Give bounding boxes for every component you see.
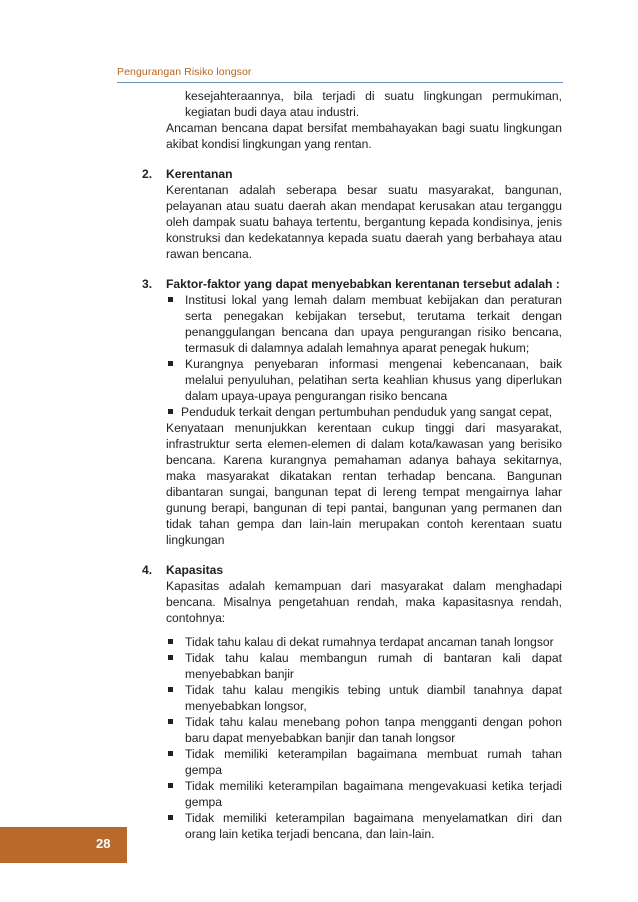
list-item [166,682,562,714]
section-number: 4. [142,563,153,577]
list-item-text: Kurangnya penyebaran informasi mengenai kebencanaan, baik melalui penyuluhan, pelatihan serta keahlian khusus yang diperlukan dalam upaya-upaya pengurangan risiko bencana [185,357,562,403]
list-item-text: Tidak tahu kalau di dekat rumahnya terdapat ancaman tanah longsor [185,635,554,649]
section-kapasitas [142,562,562,842]
list-item-text: Tidak memiliki keterampilan bagaimana membuat rumah tahan gempa [185,747,562,777]
list-item-text: Tidak tahu kalau membangun rumah di bantaran kali dapat menyebabkan banjir [185,651,562,681]
list-item [166,356,562,404]
square-bullet-icon [168,719,173,724]
header-rule [117,82,563,83]
list-item-text: Tidak memiliki keterampilan bagaimana mengevakuasi ketika terjadi gempa [185,779,562,809]
list-item-text: Tidak tahu kalau mengikis tebing untuk diambil tanahnya dapat menyebabkan longsor, [185,683,562,713]
square-bullet-icon [168,783,173,788]
section-heading [142,276,562,292]
section-title: Kapasitas [166,563,224,577]
square-bullet-icon [168,655,173,660]
section-faktor [142,276,562,548]
square-bullet-icon [168,751,173,756]
square-bullet-icon [168,815,173,820]
running-header: Pengurangan Risiko longsor [117,66,252,78]
continued-bullet-text: kesejahteraannya, bila terjadi di suatu lingkungan permukiman, kegiatan budi daya atau industri. [185,89,562,119]
square-bullet-icon [168,297,173,302]
spacer [142,626,562,634]
square-bullet-icon [168,361,173,366]
section-paragraph: Kenyataan menunjukkan kerentaan cukup tinggi dari masyarakat, infrastruktur serta elemen-elemen di dalam kota/kawasan yang berisiko bencana. Karena kurangnya pemahaman adanya bahaya sekitarnya, maka masyarakat dikatakan rentan terhadap bencana. Bangunan dibantaran sungai, bangunan tepat di lereng tempat mengairnya lahar gunung berapi, bangunan di tepi pantai, bangunan yang permanen dan tidak tahan gempa dan lain-lain merupakan contoh kerentaan suatu lingkungan [166,421,562,547]
inline-bullet-line [142,404,562,420]
list-item [166,810,562,842]
list-item [166,634,562,650]
list-item-text: Tidak memiliki keterampilan bagaimana menyelamatkan diri dan orang lain ketika terjadi bencana, dan lain-lain. [185,811,562,841]
section-kerentanan [142,166,562,262]
list-item [166,746,562,778]
section-title: Kerentanan [166,167,233,181]
page-number: 28 [96,836,111,851]
bullet-list [142,634,562,842]
list-item [166,714,562,746]
section-number: 3. [142,277,153,291]
intro-paragraph: Ancaman bencana dapat bersifat membahayakan bagi suatu lingkungan akibat kondisi lingkungan yang rentan. [166,121,562,151]
square-bullet-icon [168,639,173,644]
section-number: 2. [142,167,153,181]
square-bullet-icon [168,409,173,414]
section-heading [142,166,562,182]
list-item-text: Institusi lokal yang lemah dalam membuat kebijakan dan peraturan serta penegakan kebijakan tersebut, terutama terkait dengan penanggulangan bencana dan upaya pengurangan risiko bencana, termasuk di dalamnya adalah lemahnya aparat penegak hukum; [185,293,562,355]
list-item [166,292,562,356]
inline-bullet-text: Penduduk terkait dengan pertumbuhan penduduk yang sangat cepat, [181,405,553,419]
section-title: Faktor-faktor yang dapat menyebabkan kerentanan tersebut adalah : [166,277,560,291]
list-item [166,778,562,810]
square-bullet-icon [168,687,173,692]
list-item-text: Tidak tahu kalau menebang pohon tanpa mengganti dengan pohon baru dapat menyebabkan banjir dan tanah longsor [185,715,562,745]
section-body: Kerentanan adalah seberapa besar suatu masyarakat, bangunan, pelayanan atau suatu daerah akan mendapat kerusakan atau terganggu oleh dampak suatu bahaya tertentu, bergantung kepada kondisinya, jenis konstruksi dan kedekatannya kepada suatu daerah yang berbahaya atau rawan bencana. [166,183,562,261]
bullet-list [142,292,562,404]
page-content [142,88,562,842]
list-item [166,650,562,682]
section-heading [142,562,562,578]
section-body: Kapasitas adalah kemampuan dari masyarakat dalam menghadapi bencana. Misalnya pengetahuan rendah, maka kapasitasnya rendah, contohnya: [166,579,562,625]
